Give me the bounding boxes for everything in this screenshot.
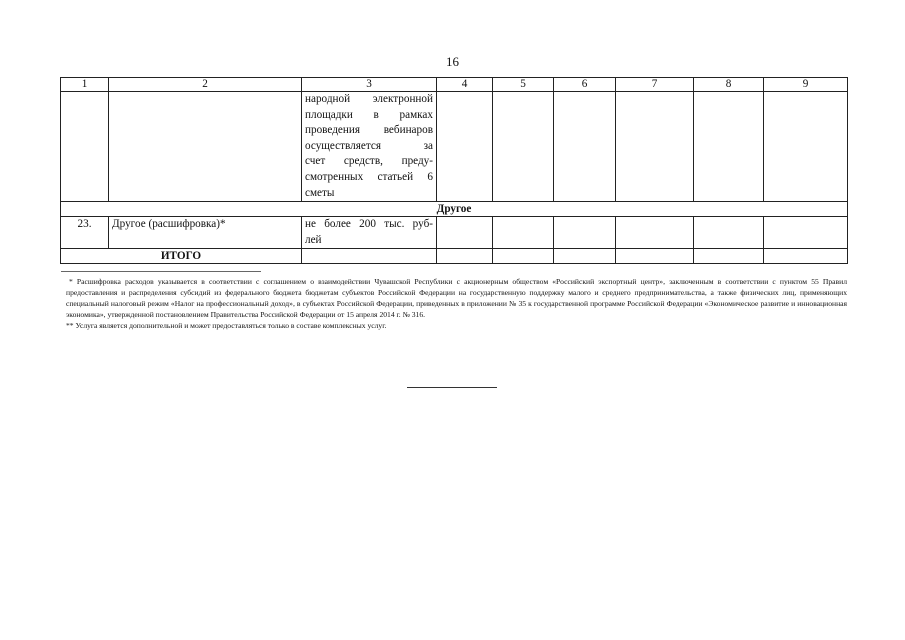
table-cell xyxy=(616,217,694,249)
header-cell: 5 xyxy=(493,78,554,92)
header-cell: 2 xyxy=(109,78,302,92)
description-line: осуществляется за xyxy=(305,139,433,152)
header-row xyxy=(61,78,848,92)
table-cell xyxy=(437,249,493,264)
description-line: проведения вебинаров xyxy=(305,124,433,137)
table-cell xyxy=(554,217,616,249)
footnote-separator xyxy=(61,271,261,272)
section-title: Другое xyxy=(61,202,848,217)
table-cell xyxy=(493,217,554,249)
table-cell xyxy=(764,92,848,202)
table-cell xyxy=(616,249,694,264)
total-label: ИТОГО xyxy=(61,249,302,264)
table-cell xyxy=(764,217,848,249)
continuation-row xyxy=(61,92,848,202)
header-cell: 3 xyxy=(302,78,437,92)
table-cell xyxy=(493,92,554,202)
table-cell xyxy=(437,217,493,249)
header-cell: 9 xyxy=(764,78,848,92)
description-cell xyxy=(302,92,437,202)
section-row xyxy=(61,202,848,217)
table-cell xyxy=(694,249,764,264)
total-row xyxy=(61,249,848,264)
table-cell xyxy=(554,92,616,202)
page-number: 16 xyxy=(446,54,459,69)
footnote-1: * Расшифровка расходов указывается в соответствии с соглашением о взаимодействии Чувашской Республики с акционерным обществом «Российский экспортный центр», заключенным в соответствии с пунктом 55 Правил предоставления и распределения субсидий из федерального бюджета бюджетам субъектов Российской Федерации на государственную поддержку малого и среднего предпринимательства, а также физических лиц, применяющих специальный налоговый режим «Налог на профессиональный доход», в субъектах Российской Федерации, приведенных в приложении № 35 к государственной программе Российской Федерации «Экономическое развитие и инновационная экономика», утвержденной постановлением Правительства Российской Федерации от 15 апреля 2014 г. № 316. xyxy=(66,277,847,319)
table-row xyxy=(61,217,848,249)
header-cell: 8 xyxy=(694,78,764,92)
row-name: Другое (расшифровка)* xyxy=(109,217,302,249)
table-cell xyxy=(694,92,764,202)
description-line: не более 200 тыс. руб- xyxy=(305,218,433,231)
table-cell xyxy=(764,249,848,264)
description-line: площадки в рамках xyxy=(305,108,433,121)
table-cell xyxy=(61,92,109,202)
footnote-2: ** Услуга является дополнительной и может предоставляться только в составе комплексных услуг. xyxy=(66,321,387,330)
expenses-table xyxy=(60,77,848,264)
table-cell xyxy=(109,92,302,202)
description-line: сметы xyxy=(305,186,335,199)
table-cell xyxy=(694,217,764,249)
table-cell xyxy=(554,249,616,264)
table-cell xyxy=(493,249,554,264)
description-line: смотренных статьей 6 xyxy=(305,170,433,183)
row-number: 23. xyxy=(61,217,109,249)
header-cell: 6 xyxy=(554,78,616,92)
table-cell xyxy=(616,92,694,202)
header-cell: 4 xyxy=(437,78,493,92)
header-cell: 1 xyxy=(61,78,109,92)
description-line: народной электронной xyxy=(305,93,433,105)
footnotes xyxy=(66,276,847,331)
description-cell xyxy=(302,217,437,249)
table-cell xyxy=(302,249,437,264)
header-cell: 7 xyxy=(616,78,694,92)
table-cell xyxy=(437,92,493,202)
description-line: счет средств, преду- xyxy=(305,155,433,168)
end-rule xyxy=(407,387,497,388)
description-line: лей xyxy=(305,233,322,246)
